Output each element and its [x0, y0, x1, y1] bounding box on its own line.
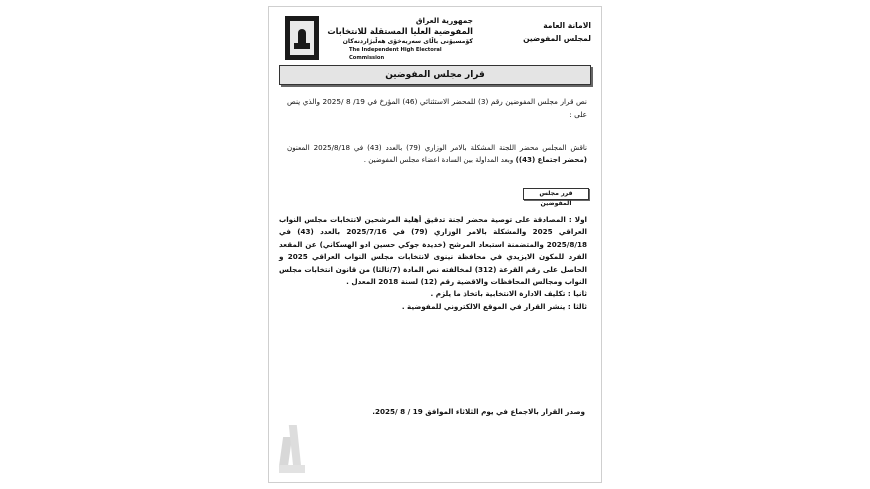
document-header — [269, 7, 601, 65]
decision-document-page — [268, 6, 602, 483]
org-name-republic: جمهورية العراق — [415, 16, 473, 25]
discussion-end-text: وبعد المداولة بين السادة اعضاء مجلس المفوضين . — [363, 155, 514, 164]
closing-statement: وصدر القرار بالاجماع في يوم الثلاثاء الموافق 19 / 8 /2025. — [372, 407, 585, 416]
discussion-paragraph — [287, 142, 587, 166]
decision-item-first: اولا : المصادقة على توصية محضر لجنة تدقيق أهلية المرشحين لانتخابات مجلس النواب العراقي 2025 والمشكلة بالامر الوزاري (79) في 2025/7/16 بالعدد (43) في 2025/8/18 والمتضمنة استبعاد المرشح (خديدة جوكي حسين ادو الهسكاني) عن المقعد الفرد للمكون الايزيدي في محافظة نينوى لانتخابات مجلس النواب العراقي 2025 و الحاصل على رقم القرعة (312) لمخالفته نص المادة (7/ثالثا) من قانون انتخابات مجلس النواب ومجالس المحافظات والاقضية رقم (12) لسنة 2018 المعدل . — [279, 215, 587, 287]
decision-label-box: قرر مجلس المفوضين — [523, 188, 589, 200]
decision-item-third: ثالثا : ينشر القرار في الموقع الالكتروني للمفوضية . — [401, 301, 587, 311]
secretariat-line-2: لمجلس المفوضين — [523, 34, 591, 43]
document-title: قرار مجلس المفوضين — [279, 65, 591, 85]
commission-logo-icon — [285, 16, 319, 60]
org-name-arabic: المفوضية العليا المستقلة للانتخابات — [327, 26, 473, 36]
meeting-minutes-reference: (محضر اجتماع (43)) — [515, 155, 587, 164]
intro-paragraph: نص قرار مجلس المفوضين رقم (3) للمحضر الاستثنائي (46) المؤرخ في 19/ 8 /2025 والذي ينص على : — [287, 97, 587, 119]
discussion-text: ناقش المجلس محضر اللجنة المشكلة بالامر الوزاري (79) بالعدد (43) في 2025/8/18 المعنون — [287, 143, 587, 152]
watermark-icon — [279, 417, 305, 475]
secretariat-label — [519, 19, 591, 45]
org-name-english: The Independent High Electoral Commission — [349, 47, 442, 61]
organization-name-block — [323, 16, 473, 62]
org-name-kurdish: کۆمسیۆنی باڵای سەربەخۆی هەڵبژاردنەکان — [342, 38, 473, 45]
secretariat-line-1: الامانة العامة — [543, 21, 591, 30]
decision-item-second: ثانيا : تكليف الادارة الانتخابية باتخاذ ما يلزم . — [430, 289, 587, 299]
decision-items — [279, 214, 587, 313]
